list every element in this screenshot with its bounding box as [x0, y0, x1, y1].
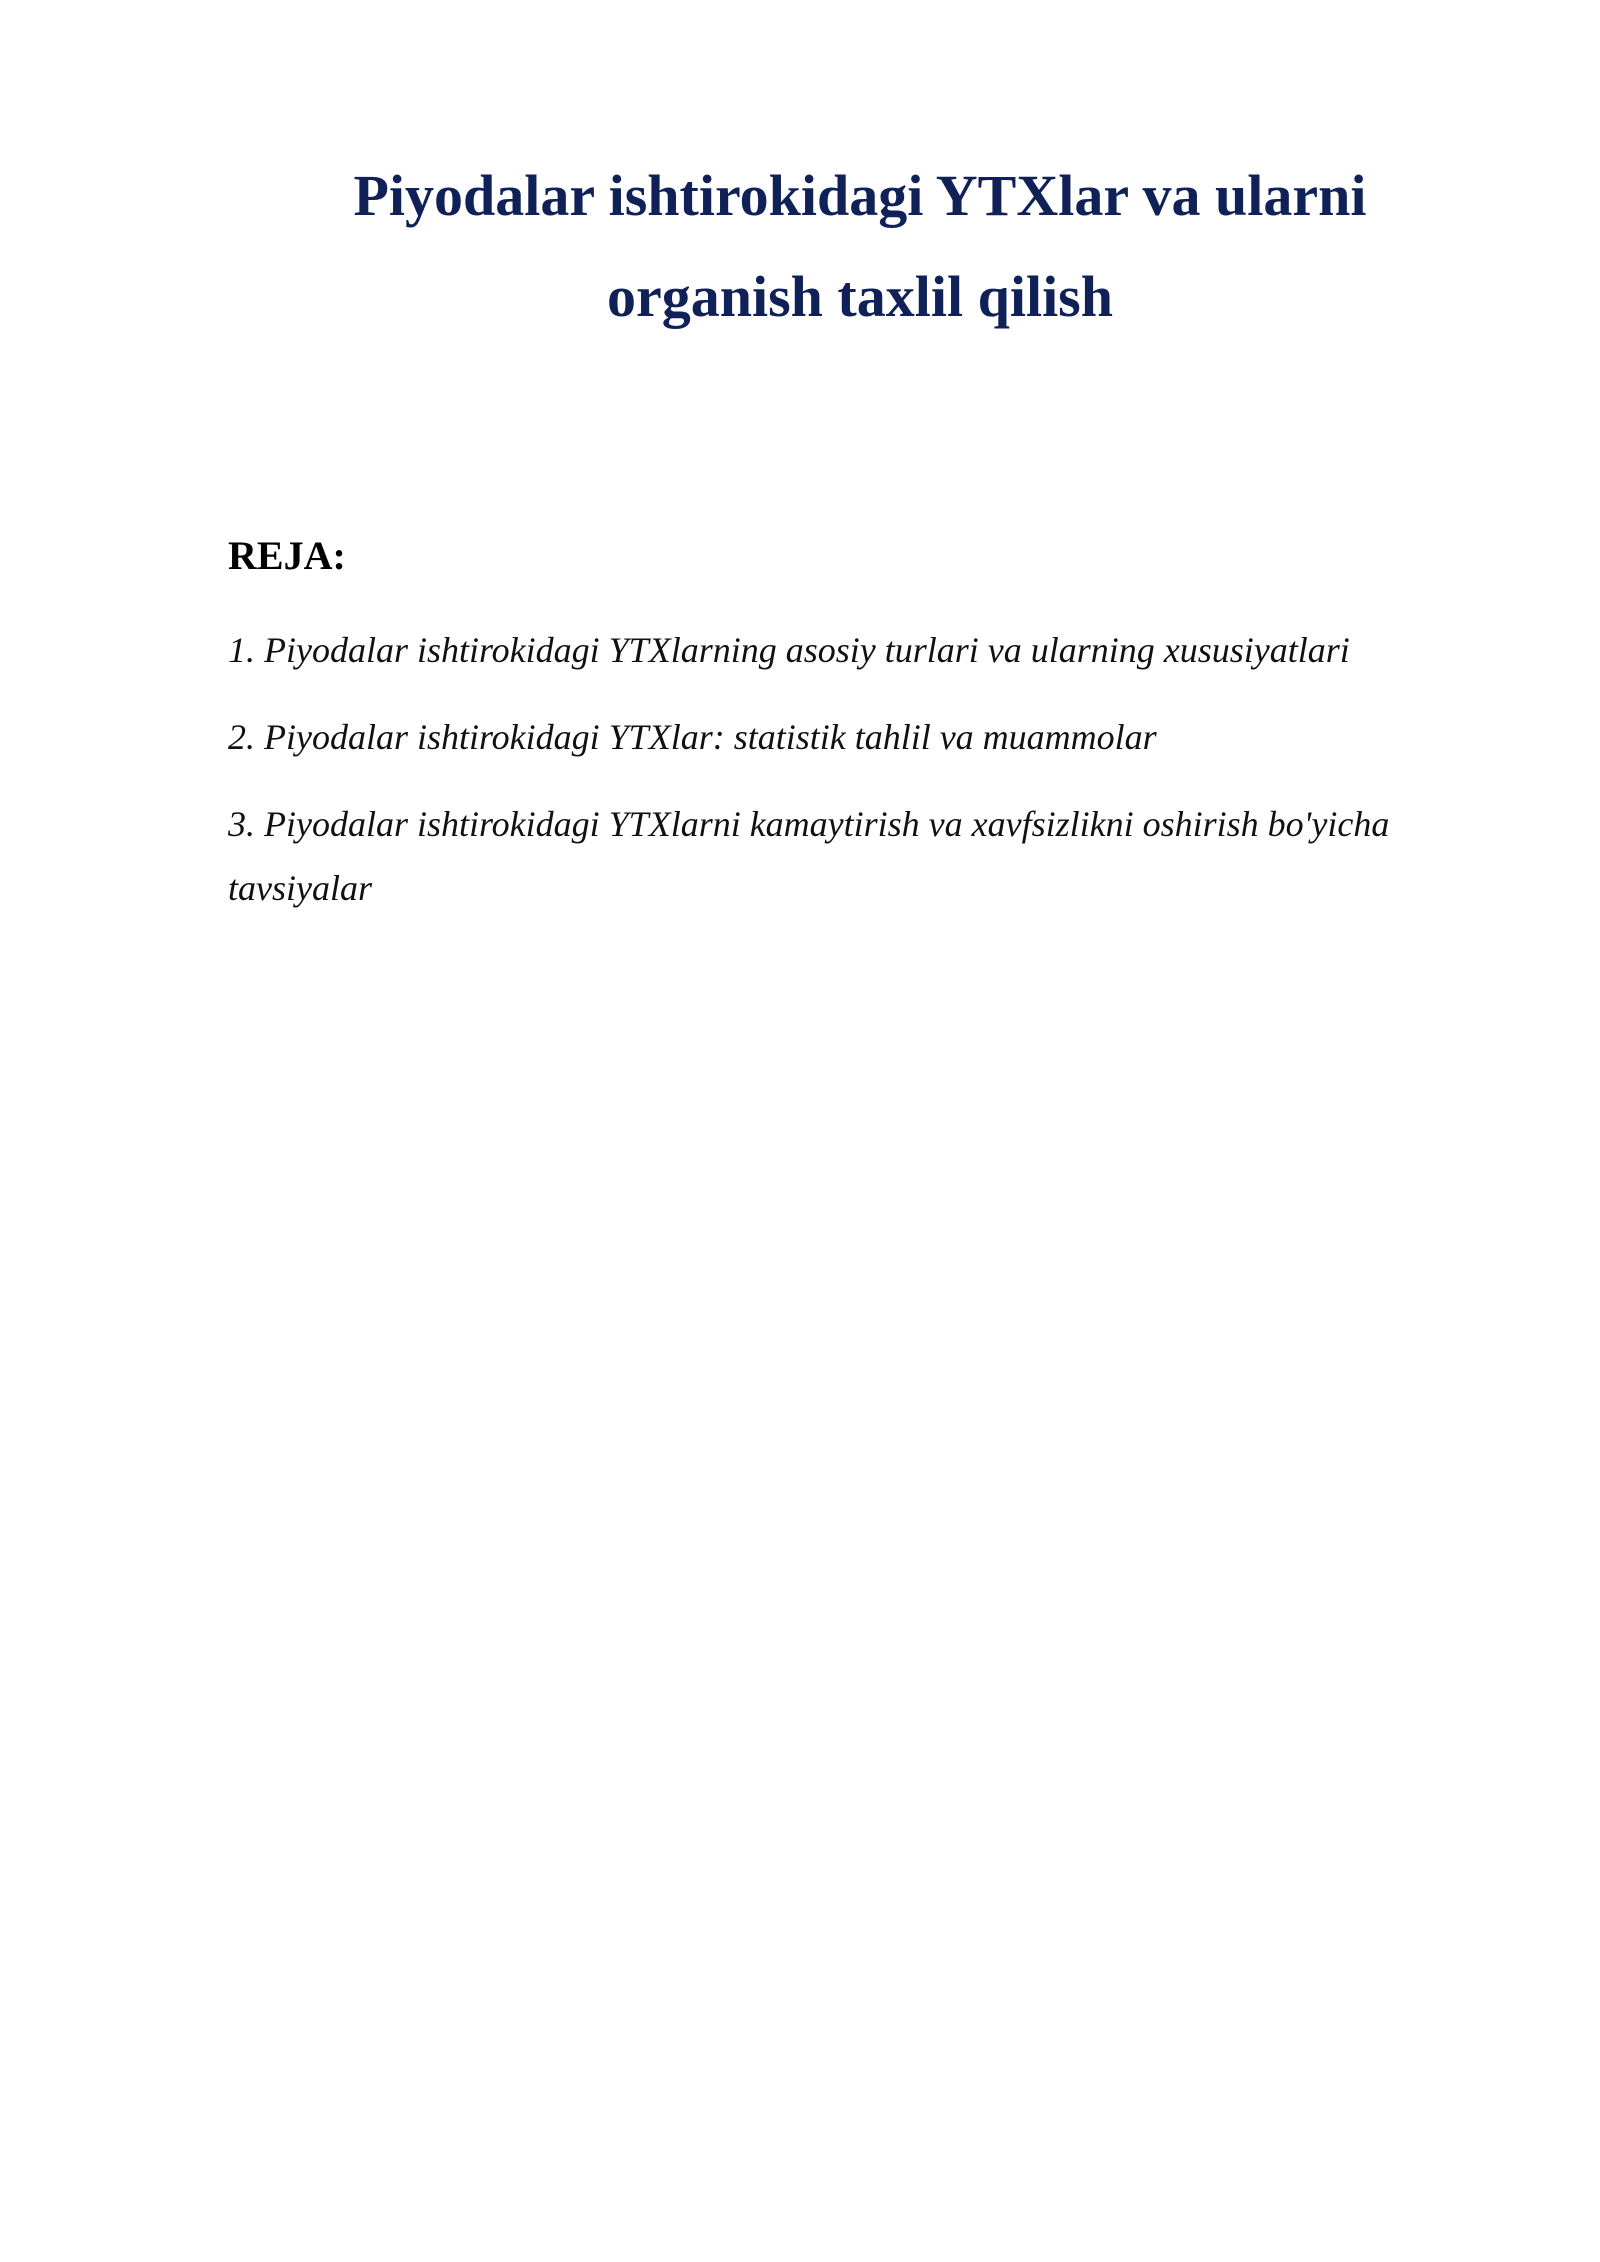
document-title-line-1: Piyodalar ishtirokidagi YTXlar va ularni	[353, 163, 1367, 228]
plan-heading: REJA:	[228, 533, 346, 578]
plan-item: 1. Piyodalar ishtirokidagi YTXlarning asosiy turlari va ularning xususiyatlari	[228, 630, 1350, 670]
plan-list	[228, 618, 1468, 943]
document-title	[230, 145, 1490, 347]
plan-item: 3. Piyodalar ishtirokidagi YTXlarni kamaytirish va xavfsizlikni oshirish bo'yicha tavsiyalar	[228, 804, 1390, 908]
plan-item: 2. Piyodalar ishtirokidagi YTXlar: statistik tahlil va muammolar	[228, 717, 1157, 757]
document-title-line-2: organish taxlil qilish	[606, 264, 1114, 329]
